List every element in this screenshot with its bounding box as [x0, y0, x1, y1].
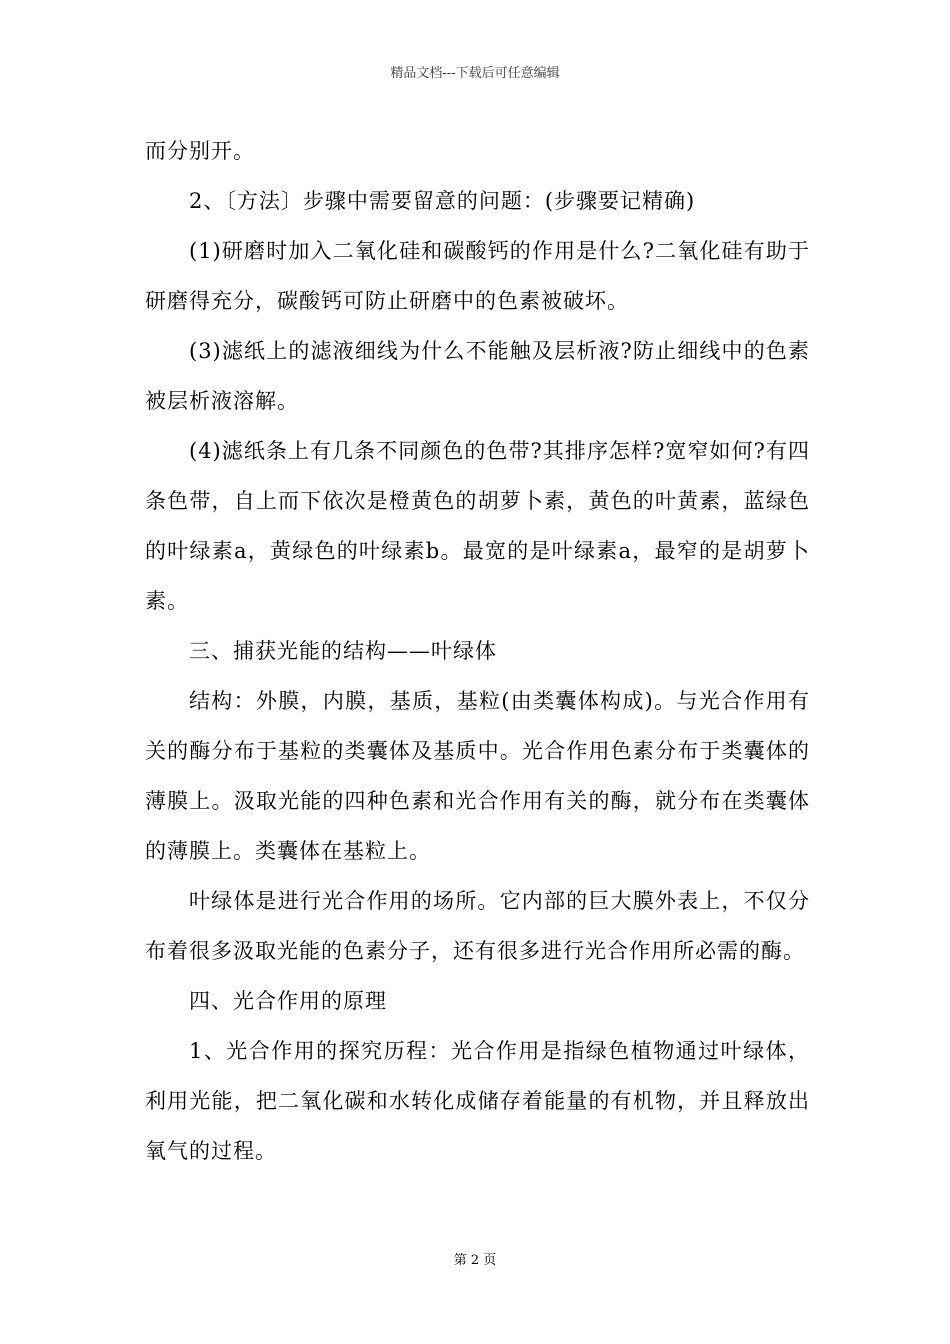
section-heading-chloroplast: 三、捕获光能的结构——叶绿体	[189, 639, 497, 663]
paragraph-continuation: 而分别开。	[145, 139, 255, 163]
paragraph-question-1: (1)研磨时加入二氧化硅和碳酸钙的作用是什么?二氧化硅有助于研磨得充分，碳酸钙可防止研磨中的色素被破坏。	[145, 239, 810, 313]
page-header: 精品文档---下载后可任意编辑	[390, 66, 560, 81]
paragraph-structure: 结构：外膜，内膜，基质，基粒(由类囊体构成)。与光合作用有关的酶分布于基粒的类囊体及基质中。光合作用色素分布于类囊体的薄膜上。汲取光能的四种色素和光合作用有关的酶，就分布在类囊体的薄膜上。类囊体在基粒上。	[145, 689, 810, 863]
paragraph-history: 1、光合作用的探究历程：光合作用是指绿色植物通过叶绿体，利用光能，把二氧化碳和水转化成储存着能量的有机物，并且释放出氧气的过程。	[145, 1039, 810, 1163]
document-body	[145, 126, 810, 1176]
paragraph-question-3: (3)滤纸上的滤液细线为什么不能触及层析液?防止细线中的色素被层析液溶解。	[145, 339, 810, 413]
section-heading-principle: 四、光合作用的原理	[189, 989, 387, 1013]
page-number: 第 2 页	[453, 1253, 497, 1268]
paragraph-method-heading: 2、〔方法〕步骤中需要留意的问题：(步骤要记精确)	[189, 189, 696, 213]
paragraph-chloroplast-site: 叶绿体是进行光合作用的场所。它内部的巨大膜外表上，不仅分布着很多汲取光能的色素分子，还有很多进行光合作用所必需的酶。	[145, 889, 810, 963]
paragraph-question-4: (4)滤纸条上有几条不同颜色的色带?其排序怎样?宽窄如何?有四条色带，自上而下依次是橙黄色的胡萝卜素，黄色的叶黄素，蓝绿色的叶绿素a，黄绿色的叶绿素b。最宽的是叶绿素a，最窄的是胡萝卜素。	[145, 439, 810, 613]
